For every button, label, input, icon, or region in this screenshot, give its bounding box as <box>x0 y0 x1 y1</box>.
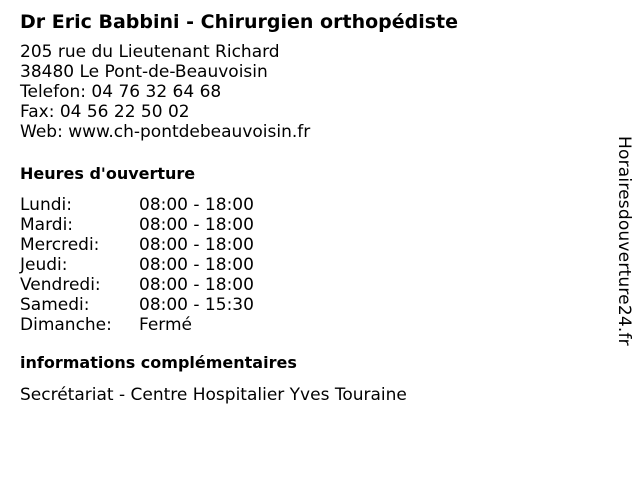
hours-row-mercredi <box>20 235 600 255</box>
hours-time: 08:00 - 18:00 <box>139 255 254 275</box>
hours-time: 08:00 - 15:30 <box>139 295 254 315</box>
hours-day: Lundi: <box>20 195 72 215</box>
city-address: 38480 Le Pont-de-Beauvoisin <box>20 62 268 82</box>
hours-day: Mercredi: <box>20 235 100 255</box>
hours-time: 08:00 - 18:00 <box>139 195 254 215</box>
phone-number: Telefon: 04 76 32 64 68 <box>20 82 222 102</box>
hours-time: 08:00 - 18:00 <box>139 235 254 255</box>
hours-row-vendredi <box>20 275 600 295</box>
hours-heading: Heures d'ouverture <box>20 164 196 183</box>
opening-hours-table <box>20 195 600 335</box>
hours-time: 08:00 - 18:00 <box>139 215 254 235</box>
hours-day: Vendredi: <box>20 275 101 295</box>
hours-day: Samedi: <box>20 295 90 315</box>
brand-watermark: Horairesdouverture24.fr <box>614 136 634 346</box>
page-title: Dr Eric Babbini - Chirurgien orthopédiste <box>20 11 459 33</box>
info-heading: informations complémentaires <box>20 353 297 372</box>
business-card <box>20 9 600 405</box>
fax-number: Fax: 04 56 22 50 02 <box>20 102 190 122</box>
hours-row-jeudi <box>20 255 600 275</box>
hours-row-lundi <box>20 195 600 215</box>
street-address: 205 rue du Lieutenant Richard <box>20 42 280 62</box>
website: Web: www.ch-pontdebeauvoisin.fr <box>20 122 311 142</box>
hours-day: Dimanche: <box>20 315 112 335</box>
hours-row-dimanche <box>20 315 600 335</box>
hours-row-samedi <box>20 295 600 315</box>
hours-time: Fermé <box>139 315 193 335</box>
hours-row-mardi <box>20 215 600 235</box>
hours-day: Mardi: <box>20 215 74 235</box>
hours-day: Jeudi: <box>20 255 68 275</box>
hours-time: 08:00 - 18:00 <box>139 275 254 295</box>
info-text: Secrétariat - Centre Hospitalier Yves Touraine <box>20 385 407 405</box>
address-block <box>20 42 600 142</box>
